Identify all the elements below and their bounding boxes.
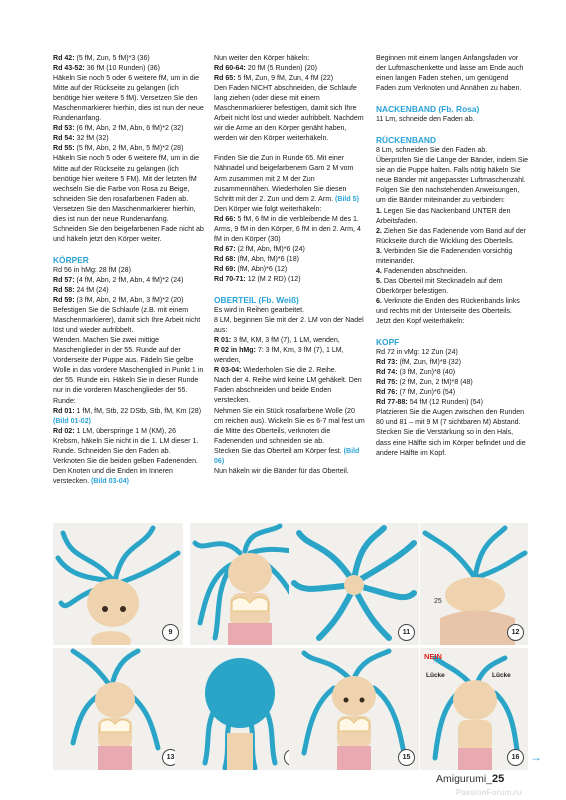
instruction-paragraph: Jetzt den Kopf weiterhäkeln: — [376, 318, 465, 326]
instruction-paragraph: Häkeln Sie noch 5 oder 6 weitere fM, um in die Mitte auf der Rückseite zu gelangen (ich benötige hier weitere 5 fM). Versetzen Sie den Maschenmarkierer hierhin, dies ist nun der neue Rundenanfang. — [53, 75, 204, 123]
photo-step-16 — [420, 648, 528, 770]
step-1: 1. Legen Sie das Nackenband UNTER den Arbeitsfaden. — [376, 207, 511, 225]
photo-step-13 — [53, 648, 183, 770]
round-74: Rd 74: (3 fM, Zun)*8 (40) — [376, 369, 456, 377]
round-02: Rd 02: 1 LM, überspringe 1 M (KM), 26 Krebsm, häkeln Sie nicht in die 1. LM dieser 1. Runde. Schneiden Sie den Faden ab. Verknoten Sie die beiden gelben Fadenenden. Den Knoten und die Enden im Inneren verstecken. (Bild 03-04) — [53, 427, 199, 485]
round-59: Rd 59: (3 fM, Abn, 2 fM, Abn, 3 fM)*2 (20) — [53, 297, 184, 305]
instruction-paragraph: 8 Lm, schneiden Sie den Faden ab. — [376, 147, 488, 155]
instruction-paragraph: Überprüfen Sie die Länge der Bänder, indem Sie sie an die Puppe halten. Falls nötig häkeln Sie neue Bänder mit angepasster Luftmaschenzahl. Folgen Sie den nachstehenden Anweisungen, um die Bänder miteinander zu verbinden: — [376, 157, 528, 205]
instruction-paragraph: Schneiden Sie den beigefarbenen Fade nicht ab und häkeln jetzt den Körper weiter. — [53, 225, 204, 243]
photo-step-9 — [53, 523, 183, 645]
step-number-badge: 9 — [162, 624, 179, 641]
round-75: Rd 75: (2 fM, Zun, 2 fM)*8 (48) — [376, 379, 473, 387]
text-column-2 — [214, 54, 366, 477]
instruction-paragraph: Nun weiter den Körper häkeln: — [214, 55, 310, 62]
row-01: R 01: 3 fM, KM, 3 fM (7), 1 LM, wenden, — [214, 337, 340, 345]
round-70-71: Rd 70-71: 12 (M 2 RD) (12) — [214, 275, 301, 283]
round-77-88: Rd 77-88: 54 fM (12 Runden) (54) — [376, 399, 483, 407]
round-68: Rd 68: (fM, Abn, fM)*6 (18) — [214, 255, 299, 263]
step-number-badge: 16 — [507, 749, 524, 766]
round-53: Rd 53: (6 fM, Abn, 2 fM, Abn, 6 fM)*2 (32) — [53, 125, 184, 133]
instruction-paragraph: Nun häkeln wir die Bänder für das Oberteil. — [214, 467, 349, 475]
instruction-paragraph: Häkeln Sie noch 5 oder 6 weitere fM, um in die Mitte auf der Rückseite zu gelangen (ich benötige hier weitere 5 FM). Mit der letzten fM wechseln Sie die Farbe von Rosa zu Beige, schneiden Sie den rosafarbenen Faden ab. Versetzen Sie den Maschenmarkierer hierhin, dies ist nun der neue Rundenanfang. — [53, 155, 200, 223]
label-luecke-left: Lücke — [426, 672, 445, 679]
instruction-paragraph: Finden Sie die Zun in Runde 65. Mit einer Nähnadel und beigefarbenem Garn 2 M vom Arm zusammen mit 2 M der Zun zusammennähen. Wiederholen Sie diesen Schritt mit der 2. Zun und dem 2. Arm. (Bild 5) — [214, 155, 359, 203]
step-number-badge: 15 — [398, 749, 415, 766]
round-42: Rd 42: (5 fM, Zun, 5 fM)*3 (36) — [53, 55, 150, 62]
round-65: Rd 65: 5 fM, Zun, 9 fM, Zun, 4 fM (22) — [214, 75, 334, 83]
text-column-3 — [376, 54, 528, 459]
round-57: Rd 57: (4 fM, Abn, 2 fM, Abn, 4 fM)*2 (24) — [53, 276, 184, 284]
round-76: Rd 76: (7 fM, Zun)*6 (54) — [376, 389, 456, 397]
magazine-name: Amigurumi_ — [436, 773, 493, 785]
step-number-badge: 13 — [162, 749, 179, 766]
step-number-badge: 12 — [507, 624, 524, 641]
step-number-badge: 11 — [398, 624, 415, 641]
round-69: Rd 69: (fM, Abn)*6 (12) — [214, 265, 288, 273]
instruction-paragraph: Den Faden NICHT abschneiden, die Schlaufe lang ziehen (oder diese mit einem Maschenmarkierer befestigen, damit sich Ihre Arbeit nicht löst und wieder aufribbelt. Nachdem wir die Arme an den Körper genäht haben, werden wir den Körper weiterhäkeln. — [214, 85, 364, 143]
instruction-paragraph: Wenden. Machen Sie zwei mittige Maschenglieder in der 55. Runde auf der Vorderseite der Puppe aus. Fädeln Sie gelbe Wolle in das vordere Maschenglied in Punkt 1 in der 55. Runde ein. Häkeln Sie in dieser Runde nur in die vorderen Maschenglieder der 55. Runde: — [53, 337, 204, 405]
text-column-1 — [53, 54, 204, 487]
page-number: 25 — [492, 773, 505, 785]
round-43-52: Rd 43-52: 36 fM (10 Runden) (36) — [53, 65, 160, 73]
section-heading-rueckenband: RÜCKENBAND — [376, 135, 437, 146]
round-73: Rd 73: (fM, Zun, fM)*8 (32) — [376, 359, 461, 367]
instruction-paragraph: Befestigen Sie die Schlaufe (z.B. mit einem Maschenmarkierer), damit sich Ihre Arbeit nicht löst und wieder aufribbelt. — [53, 307, 201, 335]
round-66: Rd 66: 5 fM, 6 fM in die verbleibende M des 1. Arms, 9 fM in den Körper, 6 fM in den 2. Arm, 4 fM in den Körper (30) — [214, 215, 361, 243]
photo-step-12 — [420, 523, 528, 645]
section-heading-koerper: KÖRPER — [53, 254, 89, 265]
round-67: Rd 67: (2 fM, Abn, fM)*6 (24) — [214, 245, 305, 253]
next-page-arrow-icon: → — [530, 750, 542, 764]
instruction-paragraph: Es wird in Reihen gearbeitet. — [214, 307, 305, 315]
row-03-04: R 03-04: Wiederholen Sie die 2. Reihe. — [214, 367, 337, 375]
stitch-marker-label: 25 — [434, 598, 442, 605]
row-02: R 02 in hMg: 7: 3 fM, Km, 3 fM (7), 1 LM, wenden, — [214, 347, 344, 365]
page-footer — [436, 773, 504, 785]
instruction-paragraph: Beginnen mit einem langen Anfangsfaden vor der Luftmaschenkette und lasse am Ende auch einen langen Faden stehen, um genügend Faden zum Verknoten und Annähen zu haben. — [376, 55, 524, 93]
round-58: Rd 58: 24 fM (24) — [53, 286, 109, 294]
photo-step-14 — [175, 648, 305, 770]
photo-step-15 — [289, 648, 419, 770]
step-5: 5. Das Oberteil mit Stecknadeln auf dem Oberkörper befestigen. — [376, 277, 503, 295]
step-6: 6. Verknote die Enden des Rückenbands links und rechts mit der Unterseite des Oberteils. — [376, 297, 520, 315]
label-nein: NEIN — [424, 652, 442, 661]
round-01: Rd 01: 1 fM, fM, Stb, 22 DStb, Stb, fM, Km (28) (Bild 01-02) — [53, 407, 202, 425]
round-54: Rd 54: 32 fM (32) — [53, 135, 109, 143]
instruction-paragraph: 8 LM, beginnen Sie mit der 2. LM von der Nadel aus: — [214, 317, 364, 335]
section-heading-oberteil: OBERTEIL (Fb. Weiß) — [214, 295, 299, 306]
photo-step-11 — [289, 523, 419, 645]
instruction-paragraph: Nehmen Sie ein Stück rosafarbene Wolle (20 cm reichen aus). Wickeln Sie es 6-7 mal fest um die Mitte des Oberteils, verknoten die Fadenenden und schneiden sie ab. — [214, 407, 365, 445]
instruction-paragraph: Stecken Sie das Oberteil am Körper fest. (Bild 06) — [214, 447, 360, 465]
step-2: 2. Ziehen Sie das Fadenende vom Band auf der Rückseite durch die Wicklung des Oberteils. — [376, 227, 527, 245]
instruction-paragraph: 11 Lm, schneide den Faden ab. — [376, 116, 475, 124]
section-heading-kopf: KOPF — [376, 337, 400, 348]
instruction-paragraph: Nach der 4. Reihe wird keine LM gehäkelt. Den Faden abschneiden und beide Enden verstecken. — [214, 377, 362, 405]
section-heading-nackenband: NACKENBAND (Fb. Rosa) — [376, 104, 480, 115]
round-72: Rd 72 in vMg: 12 Zun (24) — [376, 349, 458, 357]
round-55: Rd 55: (5 fM, Abn, 2 fM, Abn, 5 fM)*2 (28) — [53, 145, 184, 153]
step-3: 3. Verbinden Sie die Fadenenden vorsichtig miteinander. — [376, 247, 513, 265]
label-luecke-right: Lücke — [492, 672, 511, 679]
watermark: PassionForum.ru — [456, 788, 522, 797]
round-60-64: Rd 60-64: 20 fM (5 Runden) (20) — [214, 65, 318, 73]
instruction-paragraph: Den Körper wie folgt weiterhäkeln: — [214, 205, 322, 213]
round-56: Rd 56 in hMg: 28 fM (28) — [53, 266, 131, 274]
instruction-paragraph: Platzieren Sie die Augen zwischen den Runden 80 und 81 – mit 9 M (7 sichtbaren M) Abstand. Stecken Sie die Verstärkung so in den Hals, dass eine Hälfte sich im Körper befindet und die andere Hälfte im Kopf. — [376, 409, 526, 457]
step-4: 4. Fadenenden abschneiden. — [376, 267, 468, 275]
